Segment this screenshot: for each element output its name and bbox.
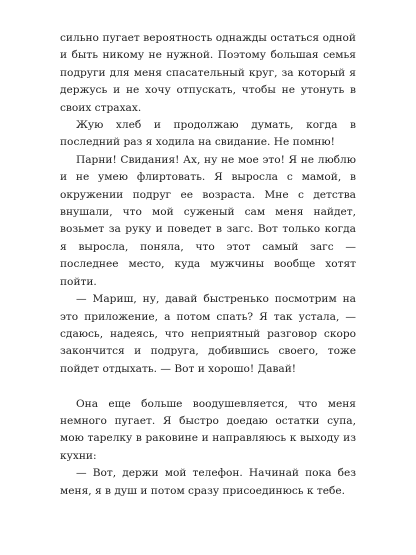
- paragraph-6: — Вот, держи мой телефон. Начинай пока без меня, я в душ и потом сразу присоединюсь к тебе.: [60, 467, 356, 497]
- paragraph-5: Она еще больше воодушевляется, что меня немного пугает. Я быстро доедаю остатки супа, мою тарелку в раковине и направляюсь к выходу из кухни:: [60, 397, 356, 462]
- paragraph-gap: [60, 378, 356, 395]
- body-text: [60, 30, 356, 500]
- paragraph-4: — Мариш, ну, давай быстренько посмотрим на это приложение, а потом спать? Я так устала, — сдаюсь, надеясь, что неприятный разговор скоро закончится и подруга, добившись своего, тоже пойдет отдыхать. — Вот и хорошо! Давай!: [60, 293, 356, 375]
- paragraph-2: Жую хлеб и продолжаю думать, когда в последний раз я ходила на свидание. Не помню!: [60, 119, 356, 149]
- paragraph-1: сильно пугает вероятность однажды остаться одной и быть никому не нужной. Поэтому большая семья подруги для меня спасательный круг, за который я держусь и не хочу отпускать, чтобы не утонуть в своих страхах.: [60, 32, 356, 114]
- paragraph-3: Парни! Свидания! Ах, ну не мое это! Я не люблю и не умею флиртовать. Я выросла с мамой, в окружении подруг ее возраста. Мне с детства внушали, что мой суженый сам меня найдет, возьмет за руку и поведет в загс. Вот только когда я выросла, поняла, что этот самый загс — последнее место, куда мужчины вообще хотят пойти.: [60, 153, 356, 288]
